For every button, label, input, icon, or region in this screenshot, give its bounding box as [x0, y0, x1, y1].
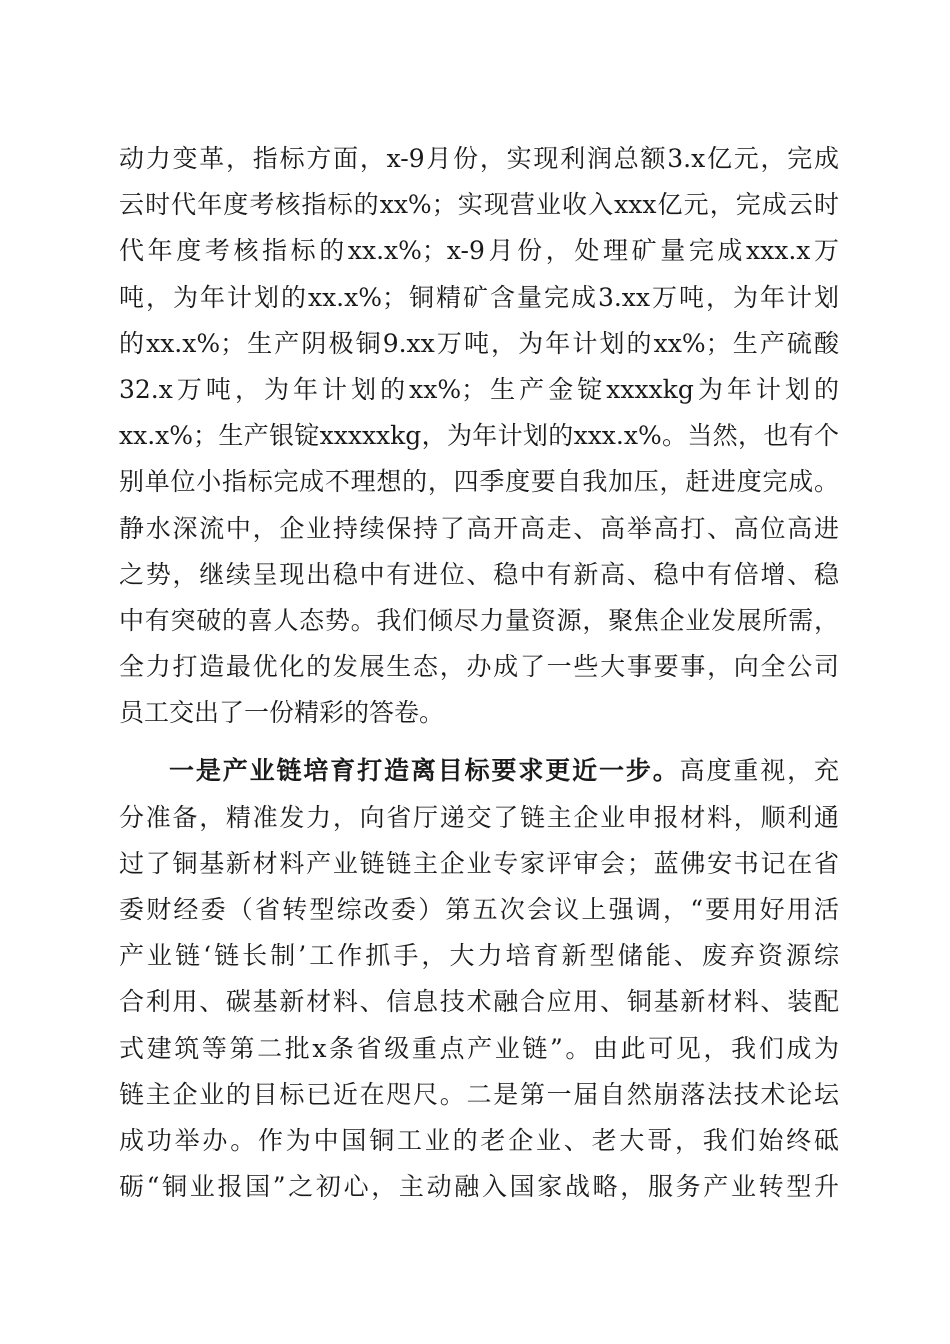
- text-line: 产业链‘链长制’工作抓手，大力培育新型储能、废弃资源综: [119, 941, 839, 971]
- text-line: 砺“铜业报国”之初心，主动融入国家战略，服务产业转型升: [119, 1172, 839, 1202]
- text-line: 之势，继续呈现出稳中有进位、稳中有新高、稳中有倍增、稳: [119, 559, 839, 589]
- text-line: 代年度考核指标的xx.x%；x-9月份，处理矿量完成xxx.x万: [119, 236, 839, 266]
- text-line: 委财经委（省转型综改委）第五次会议上强调，“要用好用活: [119, 895, 839, 924]
- text-line: xx.x%；生产银锭xxxxxkg，为年计划的xxx.x%。当然，也有个: [119, 421, 839, 451]
- text-line: 云时代年度考核指标的xx%；实现营业收入xxx亿元，完成云时: [119, 190, 839, 220]
- text-line-first: [119, 748, 839, 794]
- text-line: 合利用、碳基新材料、信息技术融合应用、铜基新材料、装配: [119, 987, 839, 1017]
- text-line: 成功举办。作为中国铜工业的老企业、老大哥，我们始终砥: [119, 1125, 839, 1155]
- text-line: 吨，为年计划的xx.x%；铜精矿含量完成3.xx万吨，为年计划: [119, 282, 839, 312]
- text-line: 静水深流中，企业持续保持了高开高走、高举高打、高位高进: [119, 513, 839, 543]
- text-line: 过了铜基新材料产业链链主企业专家评审会；蓝佛安书记在省: [119, 848, 839, 878]
- text-line: 分准备，精准发力，向省厅递交了链主企业申报材料，顺利通: [119, 802, 839, 832]
- text-line: 员工交出了一份精彩的答卷。: [119, 698, 445, 728]
- text-line: 别单位小指标完成不理想的，四季度要自我加压，赶进度完成。: [119, 467, 839, 497]
- text-line: 动力变革，指标方面，x-9月份，实现利润总额3.x亿元，完成: [119, 144, 839, 173]
- paragraph-gap: [119, 736, 839, 748]
- text-line: 链主企业的目标已近在咫尺。二是第一届自然崩落法技术论坛: [119, 1079, 839, 1109]
- paragraph-industry-chain: [119, 748, 839, 1210]
- paragraph-performance-summary: [119, 136, 839, 736]
- document-body: [119, 136, 839, 1210]
- text-line: 式建筑等第二批x条省级重点产业链”。由此可见，我们成为: [119, 1033, 839, 1063]
- text-fragment: 高度重视，充: [679, 756, 839, 786]
- text-line: 的xx.x%；生产阴极铜9.xx万吨，为年计划的xx%；生产硫酸: [119, 328, 839, 358]
- text-line: 32.x万吨，为年计划的xx%；生产金锭xxxxkg为年计划的: [119, 374, 839, 404]
- text-line: 全力打造最优化的发展生态，办成了一些大事要事，向全公司: [119, 652, 839, 682]
- paragraph-lead-heading: 一是产业链培育打造离目标要求更近一步。: [169, 756, 680, 786]
- text-line: 中有突破的喜人态势。我们倾尽力量资源，聚焦企业发展所需，: [119, 605, 839, 635]
